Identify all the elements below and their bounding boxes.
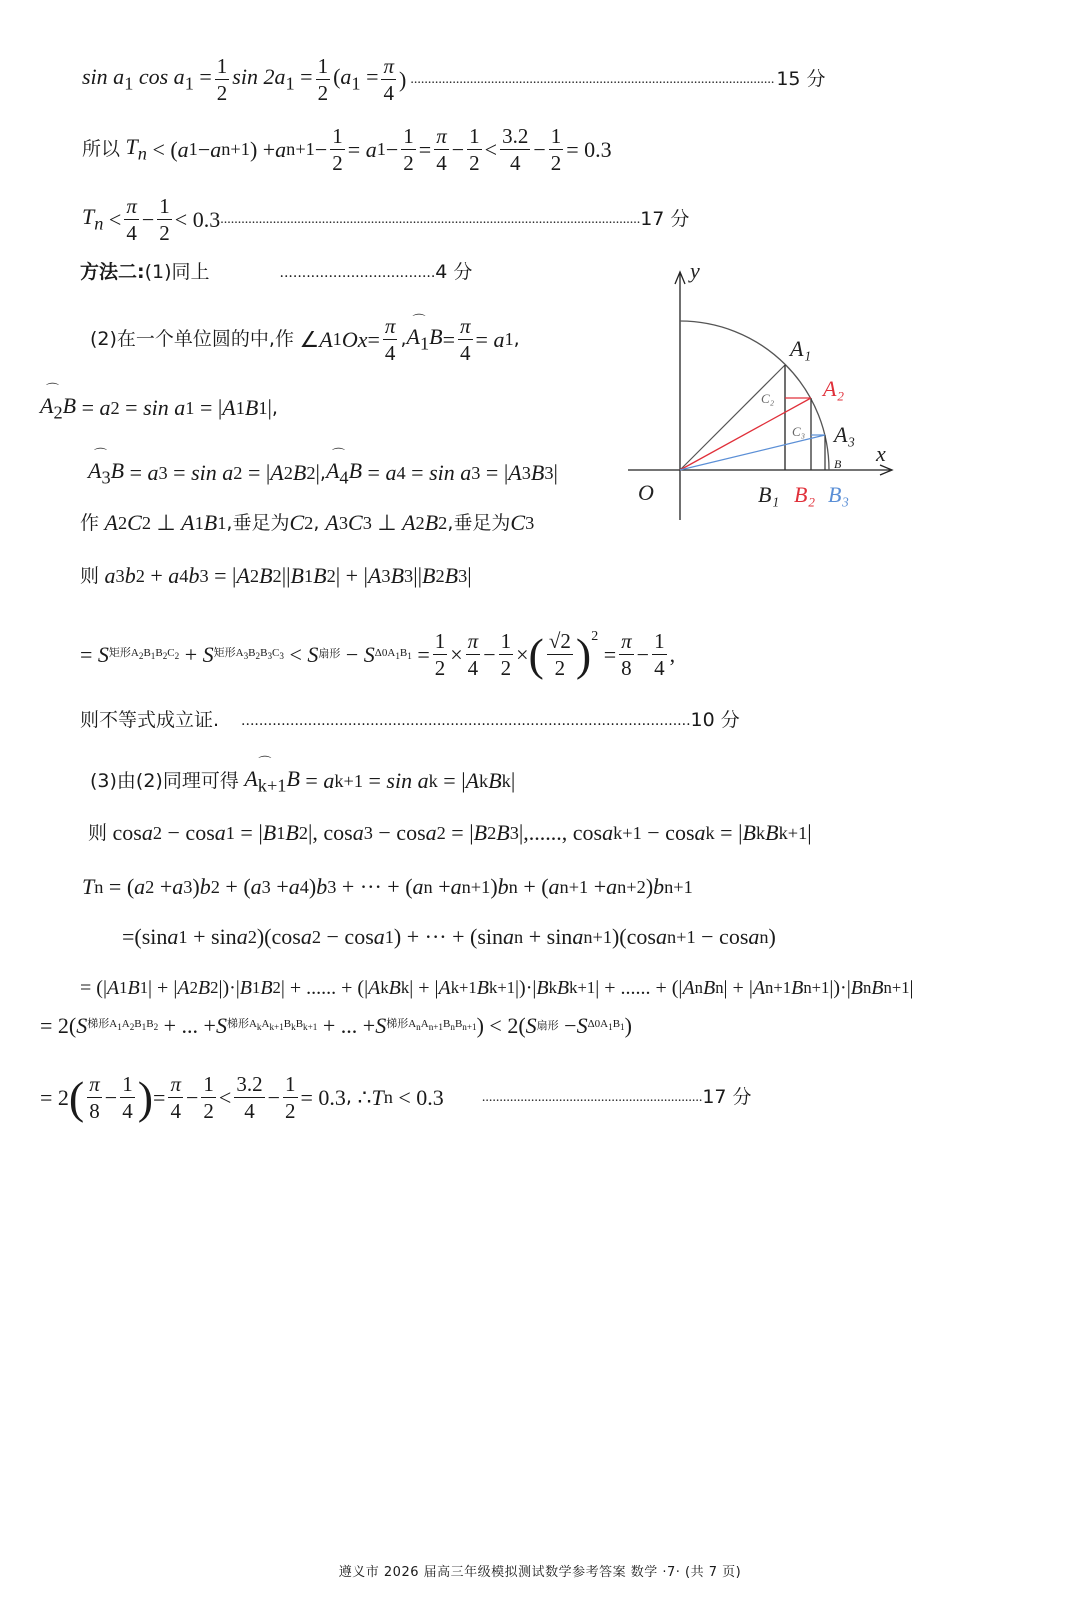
eq-line-10: = S 矩形$A_2B_1B_2C_2$ + S 矩形$A_3B_2B_3C_3$ < S 扇形 − S $\Delta 0A_1B_1$ = $\frac{1}{2}$ × $\frac{\pi}{4}$ − $\frac{1}{2}$ × ( $\frac{√2}{2}$ ) $^2$ = $\frac{\pi}{8}$ − $\frac{1}{4}$ , <box>80 628 676 681</box>
method-2-title: 方法二: <box>80 261 145 283</box>
eq-line-8: 作 A 2 C 2 ⊥ A 1 B 1 ,垂足为 C 2 , A 3 C 3 ⊥ A 2 B 2 ,垂足为 C 3 <box>80 510 535 535</box>
eq-line-1: $\sin a_1$ $\cos a_1$ = $\frac{1}{2}$ $\sin 2a_1$ = $\frac{1}{2}$ ($a_1$ = $\frac{\pi}{4}$ ) ........................................................................................................ 15 分 <box>82 54 826 106</box>
label-a1: A₁ <box>790 336 812 361</box>
eq-line-3: $T_n$ < $\frac{\pi}{4}$ − $\frac{1}{2}$ < 0.3 ........................................................................................................................ 17 分 <box>82 194 690 246</box>
label-a3: A₃ <box>834 422 856 447</box>
dots-m2: ................................... <box>279 264 436 281</box>
eq-line-18: = 2 ( $\frac{\pi}{8}$ − $\frac{1}{4}$ ) = $\frac{\pi}{4}$ − $\frac{1}{2}$ < $\frac{3.2}{4}$ − $\frac{1}{2}$ = 0.3 , ∴ T n < 0.3 ............................................................... 17 分 <box>40 1071 752 1124</box>
eq-line-11 <box>80 711 740 730</box>
radius-oa3 <box>680 435 825 470</box>
eq-line-12: (3)由(2)同理可得 ⌒ $A_{k+1}B$ = a k+1 = sin a k = | A k B k | <box>90 755 516 796</box>
label-a2: A₂ <box>823 376 845 401</box>
eq-line-2: 所以 $T_n$ < ( a 1 − a n+1 ) + a n+1 − $\frac{1}{2}$ = a 1 − $\frac{1}{2}$ = $\frac{\pi}{4}$ − $\frac{1}{2}$ < $\frac{3.2}{4}$ − $\frac{1}{2}$ = 0.3 <box>82 124 612 176</box>
page-footer: 遵义市 2026 届高三年级模拟测试数学参考答案 数学 ·7· (共 7 页) <box>338 1565 742 1580</box>
conclusion-text: 则不等式成立证. <box>80 709 220 731</box>
label-b: B <box>834 457 842 471</box>
label-b1: B₁ <box>758 482 780 507</box>
eq-line-16: = (| A 1 B 1 | + | A 2 B 2 |)·| B 1 B 2 | + ...... + (| A k B k | + | A k+1 B k+1 |)·| B k B k+1 | + ...... + (| A n B n | + | A n+1 B n+1 |)·| B n B n+1 | <box>80 977 914 999</box>
label-x: x <box>876 441 886 466</box>
unit-circle-figure <box>620 258 910 538</box>
eq-line-17: = 2( S 梯形$A_1A_2B_1B_2$ + ... + S 梯形$A_kA_{k+1}B_kB_{k+1}$ + ... + S 梯形$A_nA_{n+1}B_nB_{n+1}$ ) < 2( S 扇形 − S $\Delta 0A_1B_1$ ) <box>40 1013 632 1038</box>
label-origin: O <box>638 480 654 505</box>
eq-line-7: ⌒ $A_3B$ = a 3 = sin a 2 = | A 2 B 2 | , ⌒ $A_4B$ = a 4 = sin a 3 = | A 3 B 3 | <box>88 447 558 488</box>
label-c2: C₂ <box>761 391 775 406</box>
dots-1: ........................................................................................................ <box>410 71 775 87</box>
label-b2: B₂ <box>794 482 816 507</box>
eq-line-6: ⌒ $A_2B$ = a 2 = sin a 1 = | A 1 B 1 | , <box>40 382 278 423</box>
radius-oa1 <box>680 365 785 470</box>
score-15: 15 分 <box>776 68 826 91</box>
label-y: y <box>690 258 700 283</box>
score-4: 4 分 <box>435 261 473 283</box>
label-c3: C₃ <box>792 424 806 439</box>
eq-line-9: 则 a 3 b 2 + a 4 b 3 = | A 2 B 2 || B 1 B 2 | + | A 3 B 3 || B 2 B 3 | <box>80 563 472 588</box>
eq-line-15: =(sin a 1 + sin a 2 )(cos a 2 − cos a 1 ) + ··· + (sin a n + sin a n+1 )(cos a n+1 − cos a n ) <box>122 924 776 949</box>
method-2-header <box>80 263 472 282</box>
score-17a: 17 分 <box>640 208 690 231</box>
dots-3: ........................................................................................................................ <box>220 211 641 227</box>
eq-line-part2: (2)在一个单位圆的中,作 ∠ A 1 Ox = $\frac{\pi}{4}$ , ⌒ $A_1B$ = $\frac{\pi}{4}$ = a 1 , <box>90 313 520 366</box>
method-2-part1: (1)同上 <box>144 261 210 283</box>
dots-18: ............................................................... <box>481 1089 703 1105</box>
eq-line-14: T n = ( a 2 + a 3 ) b 2 + ( a 3 + a 4 ) b 3 + ··· + ( a n + a n+1 ) b n + ( a n+1 + a n+2 ) b n+1 <box>82 874 693 899</box>
score-17b: 17 分 <box>702 1086 752 1109</box>
label-b3: B₃ <box>828 482 850 507</box>
dots-11: ..................................................................................................... <box>241 712 691 729</box>
score-10: 10 分 <box>690 709 740 731</box>
eq-line-13: 则 cos a 2 − cos a 1 = | B 1 B 2 |, cos a 3 − cos a 2 = | B 2 B 3 |,......, cos a k+1 − cos a k = | B k B k+1 | <box>88 820 812 845</box>
